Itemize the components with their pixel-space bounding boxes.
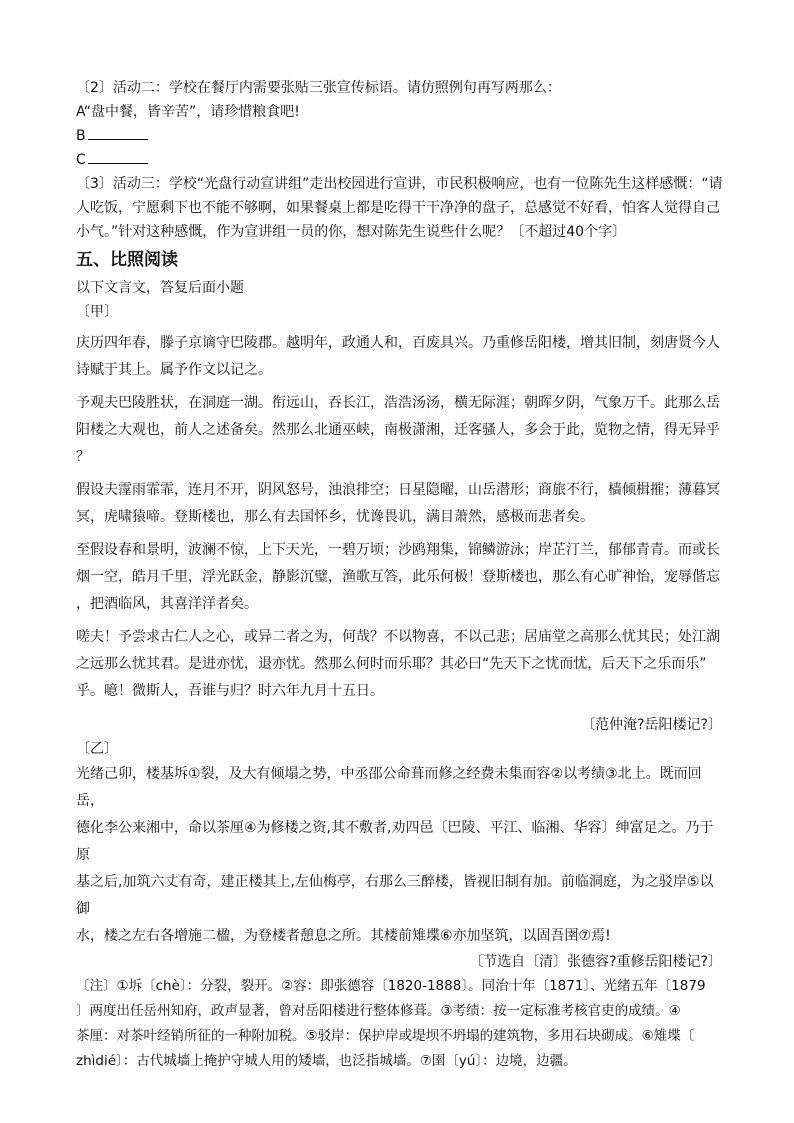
yi-line: 基之后,加筑六丈有奇，建正楼其上,左仙梅亭，右那么三醉楼，皆视旧制有加。前临洞庭，为之驳岸⑤以御	[76, 874, 714, 917]
jia-paragraph-5-line: 嗟夫！予尝求古仁人之心，或异二者之为，何哉？不以物喜，不以己悲；居庙堂之高那么忧其民；处江湖	[76, 629, 720, 645]
yi-line: 德化李公来湘中，命以茶厘④为修楼之资,其不敷者,劝四邑〔巴陵、平江、临湘、华容〕绅富足之。乃于原	[76, 820, 714, 863]
activity2-question: 〔2〕活动二：学校在餐厅内需要张贴三张宣传标语。请仿照例句再写两那么：	[76, 80, 561, 96]
activity2-example: A“盘中餐，皆辛苦”，请珍惜粮食吧!	[76, 104, 300, 120]
notes-line: 茶厘：对茶叶经销所征的一种附加税。⑤驳岸：保护岸或堤坝不坍塌的建筑物，多用石块砌成。⑥雉堞〔	[76, 1028, 695, 1044]
jia-paragraph-1-line: 庆历四年春，滕子京谪守巴陵郡。越明年，政通人和，百废具兴。乃重修岳阳楼，增其旧制，刻唐贤今人	[76, 335, 720, 351]
blank-c-label: C	[76, 152, 86, 168]
activity2-blank-b	[76, 124, 722, 148]
jia-paragraph-2-line: 予观夫巴陵胜状，在洞庭一湖。衔远山，吞长江，浩浩汤汤，横无际涯；朝晖夕阴，气象万千。此那么岳	[76, 395, 720, 411]
blank-c-line	[88, 149, 148, 164]
yi-label: 〔乙〕	[76, 741, 118, 757]
activity3-line: 人吃饭，宁愿剩下也不能不够啊，如果餐桌上都是吃得干干净净的盘子，总感觉不好看，怕客人觉得自己	[76, 200, 720, 216]
yi-line: 光绪己卯，楼基坼①裂，及大有倾塌之势，中丞邵公命葺而修之经费未集而容②以考绩③北上。既而回岳，	[76, 766, 702, 809]
activity2-blank-c	[76, 148, 722, 172]
activity3-line: 〔3〕活动三：学校“光盘行动宣讲组”走出校园进行宣讲，市民积极响应，也有一位陈先生这样感慨：“请	[76, 176, 723, 192]
jia-paragraph-2-line: ？	[76, 449, 90, 465]
notes-line: 〕两度出任岳州知府，政声显著，曾对岳阳楼进行整体修葺。③考绩：按一定标准考核官吏的成绩。④	[76, 1003, 681, 1019]
jia-paragraph-4-line: ，把酒临风，其喜洋洋者矣。	[76, 596, 258, 612]
notes-line: zhìdié〕：古代城墙上掩护守城人用的矮墙，也泛指城墙。⑦圉〔yú〕：边境，边疆。	[76, 1053, 577, 1069]
jia-paragraph-1-line: 诗赋于其上。属予作文以记之。	[76, 362, 272, 378]
jia-paragraph-4-line: 烟一空，皓月千里，浮光跃金，静影沉璧，渔歌互答，此乐何极！登斯楼也，那么有心旷神怡，宠辱偕忘	[76, 569, 720, 585]
jia-paragraph-3-line: 冥，虎啸猿啼。登斯楼也，那么有去国怀乡，忧谗畏讥，满目萧然，感极而悲者矣。	[76, 509, 594, 525]
jia-source: 〔范仲淹?岳阳楼记?〕	[581, 717, 722, 733]
jia-paragraph-5-line: 之远那么忧其君。是进亦忧，退亦忧。然那么何时而乐耶？其必曰“先天下之忧而忧，后天下之乐而乐”	[76, 656, 707, 672]
yi-source: 〔节选自〔清〕张德容?重修岳阳楼记?〕	[469, 954, 722, 970]
jia-paragraph-5-line: 乎。噫！微斯人，吾谁与归？时六年九月十五日。	[76, 683, 384, 699]
notes-line: 〔注〕①坼〔chè〕：分裂，裂开。②容：即张德容〔1820-1888〕。同治十年〔1871〕、光绪五年〔1879	[76, 978, 706, 994]
jia-paragraph-2-line: 阳楼之大观也，前人之述备矣。然那么北通巫峡，南极潇湘，迁客骚人，多会于此，览物之情，得无异乎	[76, 422, 720, 438]
activity3-line: 小气。”针对这种感慨，作为宣讲组一员的你，想对陈先生说些什么呢？〔不超过40个字〕	[76, 224, 627, 240]
jia-paragraph-3-line: 假设夫霪雨霏霏，连月不开，阴风怒号，浊浪排空；日星隐曜，山岳潜形；商旅不行，樯倾楫摧；薄暮冥	[76, 482, 720, 498]
section-intro: 以下文言文，答复后面小题	[76, 280, 244, 296]
section-heading: 五、比照阅读	[76, 250, 178, 270]
document-content	[76, 76, 722, 1074]
yi-line: 水，楼之左右各增施二楹，为登楼者憩息之所。其楼前雉堞⑥亦加坚筑，以固吾圉⑦焉!	[76, 928, 611, 944]
jia-paragraph-4-line: 至假设春和景明，波澜不惊，上下天光，一碧万顷；沙鸥翔集，锦鳞游泳；岸芷汀兰，郁郁青青。而或长	[76, 542, 720, 558]
jia-label: 〔甲〕	[76, 304, 118, 320]
blank-b-label: B	[76, 128, 86, 144]
blank-b-line	[88, 125, 148, 140]
